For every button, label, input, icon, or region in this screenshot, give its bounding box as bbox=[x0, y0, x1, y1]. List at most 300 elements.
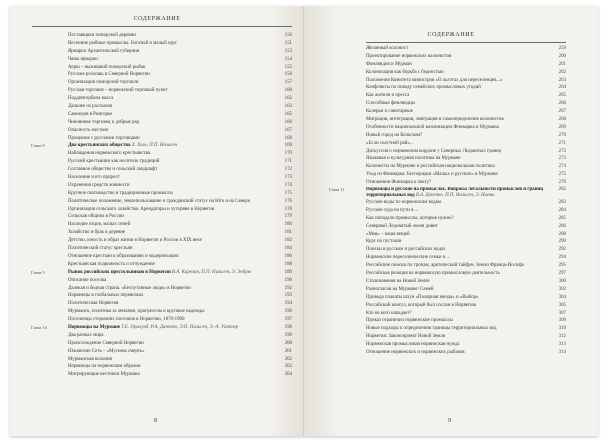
toc-page-number: 157 bbox=[284, 80, 292, 86]
toc-page-number: 199 bbox=[284, 332, 292, 338]
toc-entry-title: Отношение крестьян к образованию и модернизации bbox=[68, 253, 179, 259]
toc-page-number: 285 bbox=[558, 215, 566, 221]
toc-page-number: 165 bbox=[284, 111, 292, 117]
toc-entry-title: Мурманская колония bbox=[68, 356, 112, 362]
toc-entry-title-wrap bbox=[68, 261, 292, 269]
toc-entry bbox=[68, 221, 292, 229]
toc-entry-title-wrap bbox=[366, 148, 566, 156]
toc-entry-title-wrap bbox=[366, 132, 566, 140]
toc-entry-title: Наблюдения норвежского крестьянства bbox=[68, 151, 151, 157]
toc-entry-title-wrap bbox=[366, 69, 566, 77]
toc-entry bbox=[68, 119, 292, 127]
toc-entry bbox=[68, 71, 292, 79]
toc-entry-title: Положения Комитета министров «О льготах для переселенцев...» bbox=[366, 77, 503, 83]
toc-entry-title: Колерьи и санитарные bbox=[366, 109, 413, 115]
toc-page-number: 305 bbox=[558, 302, 566, 308]
toc-page-number: 284 bbox=[558, 207, 566, 213]
toc-page-number: 196 bbox=[284, 309, 292, 315]
toc-page-number: 307 bbox=[558, 310, 566, 316]
toc-entry-title-wrap bbox=[68, 371, 292, 379]
toc-entry bbox=[366, 84, 566, 92]
toc-page-number: 186 bbox=[284, 253, 292, 259]
toc-page-number: 312 bbox=[558, 334, 566, 340]
toc-entry bbox=[68, 316, 292, 324]
toc-entry-title: Наследие отцов, малых семей bbox=[68, 222, 131, 228]
toc-entry bbox=[366, 341, 566, 349]
toc-entry-title: Далекая и бедная страна. «Беспутанные люди» в Норвегии bbox=[68, 285, 191, 291]
toc-entry-title-wrap bbox=[366, 155, 566, 163]
toc-page-number: 200 bbox=[284, 340, 292, 346]
toc-entry-title: Столкновения на Новой Земле bbox=[366, 278, 430, 284]
toc-page-number: 295 bbox=[558, 263, 566, 269]
toc-entry bbox=[366, 286, 566, 294]
toc-entry bbox=[366, 124, 566, 132]
toc-page-number: 192 bbox=[284, 285, 292, 291]
toc-entry bbox=[366, 294, 566, 302]
toc-entry bbox=[68, 213, 292, 221]
toc-page-number: 201 bbox=[284, 348, 292, 354]
toc-entry bbox=[366, 179, 566, 187]
toc-entry-title-wrap bbox=[366, 199, 566, 207]
toc-page-number: 188 bbox=[284, 261, 292, 267]
chapter-number: Глава 8 bbox=[31, 143, 45, 149]
toc-page-number: 314 bbox=[558, 349, 566, 355]
toc-entry-title-wrap bbox=[68, 198, 292, 206]
toc-page-number: 173 bbox=[284, 175, 292, 181]
toc-entry-title: Русские суда на пути в ... bbox=[366, 207, 419, 213]
toc-entry bbox=[366, 333, 566, 341]
chapter-number: Глава 10 bbox=[31, 324, 47, 330]
toc-entry bbox=[68, 127, 292, 135]
toc-entry-title: Два разных мира bbox=[68, 332, 104, 338]
toc-entry bbox=[68, 32, 292, 40]
toc-entry-title-wrap bbox=[68, 253, 292, 261]
toc-page-number: 273 bbox=[558, 156, 566, 162]
toc-entry-title: Конфликты по поводу семейских промысловых угодий bbox=[366, 85, 481, 91]
page-number: 8 bbox=[154, 418, 157, 424]
toc-entry-title-wrap bbox=[68, 190, 292, 198]
toc-page-number: 259 bbox=[558, 46, 566, 51]
toc-entry bbox=[366, 61, 566, 69]
toc-entry bbox=[68, 95, 292, 103]
toc-entry-title: Описание поселка bbox=[68, 277, 107, 283]
toc-page-number: 313 bbox=[558, 342, 566, 348]
chapter-number: Глава 11 bbox=[329, 187, 345, 193]
toc-page-number: 264 bbox=[558, 85, 566, 91]
toc-page-number: 286 bbox=[558, 223, 566, 229]
toc-entry bbox=[68, 332, 292, 340]
toc-page-number: 178 bbox=[284, 206, 292, 212]
toc-entry bbox=[366, 349, 566, 357]
toc-entry-title: Крестьянская подвижность и отчуждение bbox=[68, 261, 155, 267]
toc-entry-title-wrap bbox=[366, 286, 566, 294]
toc-page-number: 261 bbox=[558, 61, 566, 67]
toc-entry-title-wrap bbox=[366, 92, 566, 100]
toc-page-number: 269 bbox=[558, 124, 566, 130]
toc-entry-title-wrap bbox=[366, 53, 566, 61]
toc-entry-title: Привода плакаты шхун «Полярная звезда» и «Выбор» bbox=[366, 294, 479, 300]
toc-entry-title: Особенности национальной колонизации Финмарка и Мурмана bbox=[366, 124, 499, 130]
toc-page-number: 176 bbox=[284, 198, 292, 204]
toc-entry bbox=[68, 111, 292, 119]
toc-page-number: 268 bbox=[558, 117, 566, 123]
toc-entry-title: Курс на пустоши bbox=[366, 239, 402, 245]
toc-entry-title-wrap bbox=[68, 79, 292, 87]
toc-page-number: 272 bbox=[558, 148, 566, 154]
toc-chapter-entry bbox=[31, 269, 292, 277]
toc-entry-title: Два крестьянских общества bbox=[68, 143, 131, 149]
toc-entry-title-wrap bbox=[366, 262, 566, 270]
toc-entry-title: Прощание с русскими торговцами bbox=[68, 135, 140, 141]
toc-entry-title: Русские роскошь в Северной Норвегии bbox=[68, 72, 150, 78]
toc-entry-title-wrap bbox=[68, 64, 292, 72]
toc-entry bbox=[366, 223, 566, 231]
toc-page-number: 156 bbox=[284, 72, 292, 78]
toc-entry-title-wrap bbox=[68, 324, 292, 332]
toc-page-number: 267 bbox=[558, 109, 566, 115]
toc-entry-title: Аерш – выживший поморский рыбак bbox=[68, 64, 146, 70]
toc-entry-title-wrap bbox=[68, 135, 292, 143]
toc-entry bbox=[68, 79, 292, 87]
toc-entry bbox=[366, 215, 566, 223]
toc-entry-title: Норвегия: Законопроект Новой Земли bbox=[366, 334, 446, 340]
toc-page-number: 169 bbox=[284, 143, 292, 149]
toc-entry-title: «Если съестной рай»... bbox=[366, 140, 414, 146]
toc-page-number: 197 bbox=[284, 317, 292, 323]
toc-page-number: 167 bbox=[284, 127, 292, 133]
toc-entry bbox=[68, 64, 292, 72]
toc-entry bbox=[366, 69, 566, 77]
toc-entry-title-wrap bbox=[68, 32, 292, 40]
toc-entry-title: Крупное скотоводство и традиционные промыслы bbox=[68, 190, 173, 196]
toc-entry bbox=[68, 56, 292, 64]
toc-entry-title: Северный Ледовитый океан дивит bbox=[366, 223, 438, 229]
toc-chapter-entry bbox=[31, 142, 292, 150]
toc-entry-title-wrap bbox=[366, 270, 566, 278]
toc-entry-title-wrap bbox=[366, 140, 566, 148]
toc-entry-title-wrap bbox=[366, 61, 566, 69]
toc-page-number: 153 bbox=[284, 48, 292, 54]
toc-page-number: 203 bbox=[284, 364, 292, 370]
toc-page-number: 275 bbox=[558, 172, 566, 178]
toc-entry-title: Опасность жесткое bbox=[68, 127, 109, 133]
toc-page-number: 276 bbox=[558, 180, 566, 186]
toc-page-number: 151 bbox=[284, 40, 292, 46]
toc-entry-title: Политическое положение, землепользование и гражданский статус на Юге и на Севере bbox=[68, 198, 250, 204]
toc-entry-title-wrap bbox=[366, 341, 566, 349]
toc-page-number: 270 bbox=[558, 132, 566, 138]
toc-page-number: 294 bbox=[558, 255, 566, 261]
toc-page-number: 180 bbox=[284, 222, 292, 228]
toc-entry-title-wrap bbox=[68, 56, 292, 64]
toc-page-number: 304 bbox=[558, 294, 566, 300]
toc-page-number: 300 bbox=[558, 278, 566, 284]
toc-entry-title: Проектирование норвежских колонистов bbox=[366, 53, 452, 59]
toc-entry-title: Население и его прирост bbox=[68, 175, 120, 181]
toc-entry-title-wrap bbox=[68, 95, 292, 103]
toc-entry-title: Норвежцы в глобальных перевозках bbox=[68, 293, 144, 299]
toc-entry-title: Организация поморской торговли bbox=[68, 80, 139, 86]
toc-entry-title-wrap bbox=[68, 150, 292, 158]
toc-page-number: 265 bbox=[558, 93, 566, 99]
toc-page-number: 189 bbox=[284, 269, 292, 275]
toc-entry-title-wrap bbox=[366, 163, 566, 171]
toc-entry bbox=[68, 308, 292, 316]
page-heading: СОДЕРЖАНИЕ bbox=[427, 32, 475, 38]
toc-entry-title: Норвежская промысловая норвежская нужда bbox=[366, 342, 460, 348]
toc-page-number: 202 bbox=[284, 356, 292, 362]
heading-rule bbox=[32, 26, 292, 27]
toc-entry bbox=[366, 262, 566, 270]
toc-entry bbox=[68, 261, 292, 269]
toc-entry bbox=[68, 150, 292, 158]
toc-entry bbox=[68, 348, 292, 356]
toc-entry bbox=[366, 246, 566, 254]
toc-entry-title: Дальнее из рассказов bbox=[68, 104, 113, 110]
toc-entry-title: Поддингорбана масса bbox=[68, 96, 114, 102]
toc-page-number: 262 bbox=[558, 69, 566, 75]
toc-entry-title: Русская торговля – норвежский торговый пункт bbox=[68, 88, 168, 94]
toc-entry-title: Разногласия на Мурмане: Семей bbox=[366, 286, 434, 292]
toc-entry-title-wrap bbox=[68, 348, 292, 356]
toc-page-number: 309 bbox=[558, 318, 566, 324]
toc-entry-title: Ярмарки Архангельской губернии bbox=[68, 48, 140, 54]
right-page bbox=[304, 6, 598, 436]
toc-entry bbox=[366, 155, 566, 163]
toc-entry-title: Поиски в русском и российских водах bbox=[366, 247, 446, 253]
toc-entry-title: Миграция, интеграция, эмиграция и самоопределение колонистов bbox=[366, 117, 504, 123]
toc-entry-title: Рынок российских престольников в Норвегии bbox=[68, 269, 171, 275]
toc-entry-title: Норвежские переселенческие семьи и ... bbox=[366, 255, 451, 261]
toc-entry bbox=[366, 132, 566, 140]
toc-page-number: 263 bbox=[558, 77, 566, 83]
toc-entry bbox=[366, 140, 566, 148]
toc-entry-title-wrap bbox=[366, 310, 566, 318]
toc-entry-title: Охранения средств живности bbox=[68, 182, 130, 188]
toc-entry bbox=[68, 253, 292, 261]
toc-entry bbox=[366, 171, 566, 179]
toc-entry bbox=[366, 163, 566, 171]
toc-page-number: 184 bbox=[284, 246, 292, 252]
toc-page-number: 260 bbox=[558, 53, 566, 59]
toc-entry bbox=[68, 237, 292, 245]
toc-entry-title: Чаны ярмарки bbox=[68, 56, 98, 62]
toc-entry-title-wrap bbox=[366, 84, 566, 92]
toc-entry-title-wrap bbox=[366, 108, 566, 116]
toc-page-number: 174 bbox=[284, 182, 292, 188]
toc-entry-title-wrap bbox=[366, 317, 566, 325]
toc-page-number: 292 bbox=[558, 247, 566, 253]
toc-page-number: 283 bbox=[558, 200, 566, 206]
toc-entry-title: Политическая Норвегия bbox=[68, 301, 119, 307]
toc-entry bbox=[366, 100, 566, 108]
toc-entry-title-wrap bbox=[68, 40, 292, 48]
toc-entry-title: Русские воды по норвежским водам bbox=[366, 200, 441, 206]
toc-page-number: 179 bbox=[284, 214, 292, 220]
toc-entry-title-wrap bbox=[366, 246, 566, 254]
toc-entry bbox=[366, 53, 566, 61]
toc-entry bbox=[366, 148, 566, 156]
toc-entry bbox=[68, 198, 292, 206]
toc-entry bbox=[68, 300, 292, 308]
toc-entry bbox=[68, 245, 292, 253]
toc-entry-title: Мигрирующие вестники Мурмана bbox=[68, 372, 140, 378]
toc-page-number: 170 bbox=[284, 151, 292, 157]
toc-page-number: 181 bbox=[284, 230, 292, 236]
toc-entry bbox=[366, 231, 566, 239]
toc-page-number: 172 bbox=[284, 167, 292, 173]
toc-entry-title-wrap bbox=[366, 179, 566, 187]
toc-entry-title: Норвежцы на норвежском образом bbox=[68, 364, 141, 370]
toc-entry-title: Кто на кого нападает? bbox=[366, 310, 412, 316]
toc-entry-title-wrap bbox=[366, 333, 566, 341]
toc-entry-title: Поселенцы сторонних поселков в Норвегию, 1870-1900 bbox=[68, 317, 185, 323]
toc-page-number: 290 bbox=[558, 239, 566, 245]
toc-entry-title-wrap bbox=[366, 100, 566, 108]
toc-entry-title: Весенние рыбные промыслы. Богатый и малый круг bbox=[68, 40, 178, 46]
toc-entry bbox=[68, 166, 292, 174]
toc-entry-title-wrap bbox=[68, 356, 292, 364]
toc-page-number: 182 bbox=[284, 238, 292, 244]
toc-entry bbox=[366, 278, 566, 286]
page-number: 9 bbox=[448, 418, 451, 424]
toc-entry-title-wrap bbox=[68, 71, 292, 79]
toc-entry bbox=[366, 77, 566, 85]
toc-entry-title-wrap bbox=[68, 277, 292, 285]
toc-entry-title: Новые подходы к определению границы территориальных вод bbox=[366, 326, 497, 332]
toc-entry bbox=[68, 182, 292, 190]
toc-entry-title: Поставщики поморской деревни bbox=[68, 33, 136, 38]
toc-entry-title: Российские поиски по тропам, арктический тайфун. Земли Франца-Иосифа bbox=[366, 263, 524, 269]
toc-entry bbox=[68, 229, 292, 237]
toc-entry-title: Российский консул, который был сослан в Норвегию bbox=[366, 302, 477, 308]
toc-page-number: 166 bbox=[284, 119, 292, 125]
toc-entry-title-wrap bbox=[68, 103, 292, 111]
toc-entry-title: Норвежцы на Мурмане bbox=[68, 324, 121, 330]
toc-entry-title: Отношения Финмарка к пакту? bbox=[366, 180, 432, 186]
toc-entry-title-wrap bbox=[68, 269, 292, 277]
toc-entry-title: Языковая и культурная политика на Мурмане bbox=[366, 156, 461, 162]
toc-entry bbox=[366, 254, 566, 262]
chapter-number: Глава 9 bbox=[31, 269, 45, 275]
toc-entry-title-wrap bbox=[68, 229, 292, 237]
toc-entry-title: Политический статус крестьян bbox=[68, 246, 133, 252]
toc-entry-title-wrap bbox=[68, 340, 292, 348]
toc-entry-title-wrap bbox=[366, 187, 566, 199]
toc-entry-title: Хозяйство и брак в деревне bbox=[68, 230, 126, 236]
toc-page-number: 310 bbox=[558, 326, 566, 332]
chapter-authors: В.А. Даненко, П.П. Нильсен, Э. Ниеми bbox=[415, 192, 495, 198]
toc-entry-title-wrap bbox=[68, 182, 292, 190]
table-of-contents-right bbox=[329, 45, 566, 357]
toc-entry-title-wrap bbox=[68, 166, 292, 174]
toc-entry bbox=[366, 116, 566, 124]
toc-page-number: 175 bbox=[284, 190, 292, 196]
toc-entry-title-wrap bbox=[68, 363, 292, 371]
page-heading: СОДЕРЖАНИЕ bbox=[133, 16, 181, 22]
toc-entry bbox=[68, 340, 292, 348]
toc-page-number: 154 bbox=[284, 56, 292, 62]
book-spread bbox=[10, 6, 598, 436]
toc-entry bbox=[366, 310, 566, 318]
toc-entry-title-wrap bbox=[366, 124, 566, 132]
toc-entry-title-wrap bbox=[366, 294, 566, 302]
toc-entry-title-wrap bbox=[366, 207, 566, 215]
toc-entry-title: Отношение норвежских и норвежских рыбаков bbox=[366, 349, 465, 355]
toc-entry-title-wrap bbox=[68, 308, 292, 316]
toc-page-number: 282 bbox=[558, 187, 566, 193]
toc-page-number: 198 bbox=[284, 324, 292, 330]
toc-entry-title: Желанный колонист bbox=[366, 46, 409, 51]
toc-entry-title-wrap bbox=[366, 325, 566, 333]
toc-entry bbox=[366, 45, 566, 53]
toc-entry-title-wrap bbox=[68, 119, 292, 127]
chapter-authors: Т.Е. Ормлунд, Р.А. Даненко, Э.П. Нильсен, Э.-А. Уиттер bbox=[121, 324, 239, 330]
toc-entry bbox=[68, 135, 292, 143]
toc-entry bbox=[68, 174, 292, 182]
toc-entry-title-wrap bbox=[68, 158, 292, 166]
toc-page-number: 274 bbox=[558, 164, 566, 170]
toc-entry bbox=[68, 371, 292, 379]
toc-page-number: 194 bbox=[284, 301, 292, 307]
toc-entry-title-wrap bbox=[366, 77, 566, 85]
toc-chapter-entry bbox=[329, 187, 566, 199]
toc-entry-title-wrap bbox=[366, 278, 566, 286]
toc-entry-title: Детство, юность и образ жизни в Норвегии и России в XIX веке bbox=[68, 238, 202, 244]
toc-entry-title-wrap bbox=[68, 221, 292, 229]
toc-entry-title: Как попадали промыслы, которые нужно? bbox=[366, 215, 454, 221]
toc-page-number: 297 bbox=[558, 271, 566, 277]
toc-entry-title-wrap bbox=[366, 302, 566, 310]
toc-page-number: 150 bbox=[284, 33, 292, 38]
toc-entry-title: Происхождение Северной Норвегии bbox=[68, 340, 144, 346]
toc-entry-title-wrap bbox=[366, 238, 566, 246]
toc-entry-title: Колонисты на Мурмане и российская национальная политика bbox=[366, 164, 495, 170]
toc-page-number: 160 bbox=[284, 88, 292, 94]
toc-entry-title-wrap bbox=[366, 215, 566, 223]
toc-entry bbox=[366, 92, 566, 100]
toc-entry bbox=[366, 302, 566, 310]
toc-entry bbox=[68, 285, 292, 293]
toc-page-number: 168 bbox=[284, 135, 292, 141]
toc-entry-title-wrap bbox=[68, 292, 292, 300]
toc-entry bbox=[68, 40, 292, 48]
toc-page-number: 204 bbox=[284, 372, 292, 378]
toc-entry bbox=[68, 190, 292, 198]
toc-entry-title: Самоедов в Ромгорье bbox=[68, 111, 113, 117]
left-page bbox=[10, 6, 304, 436]
toc-entry-title: Уход из Финмарка: Беспорядки «Малых и русских» в Мурмане bbox=[366, 172, 498, 178]
toc-entry-title: Дискуссия о норвежском кордоне у Северных Ледовитых гранец bbox=[366, 148, 502, 154]
chapter-authors: В.А. Карелин, П.П. Нильсен, Э. Эндрю bbox=[172, 269, 252, 275]
toc-entry bbox=[68, 48, 292, 56]
toc-entry-title: Сельская община в России bbox=[68, 214, 124, 220]
toc-entry-title-wrap bbox=[68, 206, 292, 214]
chapter-authors: Х. Холь, П.П. Нильсен bbox=[131, 143, 177, 149]
toc-entry bbox=[366, 108, 566, 116]
toc-entry bbox=[68, 206, 292, 214]
toc-entry-title: Норвежцы и русские на промыслах. Вопросы легальности промыслов и границ территориальных вод bbox=[366, 187, 544, 198]
toc-entry-title-wrap bbox=[366, 254, 566, 262]
toc-entry-title-wrap bbox=[68, 300, 292, 308]
toc-page-number: 162 bbox=[284, 96, 292, 102]
toc-entry-title: Приказ ограничил норвежские промыслы bbox=[366, 318, 453, 324]
toc-entry-title-wrap bbox=[68, 213, 292, 221]
table-of-contents-left bbox=[31, 32, 292, 379]
toc-entry-title-wrap bbox=[68, 285, 292, 293]
toc-entry bbox=[68, 363, 292, 371]
toc-entry bbox=[366, 207, 566, 215]
